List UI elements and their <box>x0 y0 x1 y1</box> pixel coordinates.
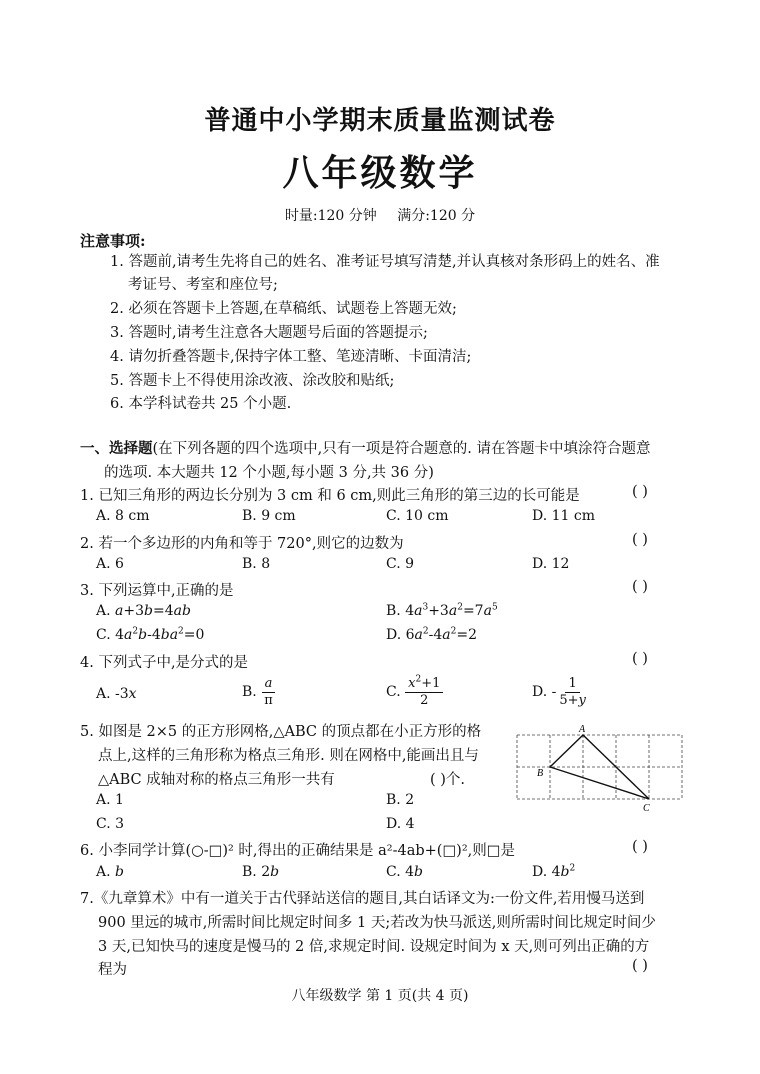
note-item: 5. 答题卡上不得使用涂改液、涂改胶和贴纸; <box>110 373 395 389</box>
q3-option-d: D. $6a^2-4a^2=2$ <box>386 626 478 643</box>
q6-option-c: C. 4b <box>386 864 423 880</box>
q1-option-a: A. 8 cm <box>96 508 150 524</box>
answer-blank: ( ) <box>632 484 648 500</box>
time-limit: 时量:120 分钟 <box>284 208 377 224</box>
q3-option-c: C. $4a^2b-4ba^2=0$ <box>96 626 205 643</box>
q2-option-c: C. 9 <box>386 556 415 572</box>
grid-lines <box>517 735 682 799</box>
answer-blank: ( ) <box>632 958 648 974</box>
note-item: 2. 必须在答题卡上答题,在草稿纸、试题卷上答题无效; <box>110 301 457 317</box>
exam-meta <box>0 205 760 225</box>
q5-option-a: A. 1 <box>96 792 124 808</box>
q2-option-b: B. 8 <box>242 556 271 572</box>
q3-option-b: B. $4a^3+3a^2=7a^5$ <box>386 602 498 619</box>
q4-option-d: D. - $\frac{1}{5+y}$ <box>532 676 586 708</box>
question-7-line: 程为 <box>98 962 127 978</box>
question-1-stem: 1. 已知三角形的两边长分别为 3 cm 和 6 cm,则此三角形的第三边的长可能是 <box>80 488 580 504</box>
section-instructions: (在下列各题的四个选项中,只有一项是符合题意的. 请在答题卡中填涂符合题意 <box>152 441 651 457</box>
answer-blank: ( ) <box>632 651 648 667</box>
q4-option-c: C. $\frac{x^2+1}{2}$ <box>386 676 443 708</box>
question-2-stem: 2. 若一个多边形的内角和等于 720°,则它的边数为 <box>80 536 404 552</box>
question-7-line: 7.《九章算术》中有一道关于古代驿站送信的题目,其白话译文为:一份文件,若用慢马送到 <box>80 891 645 907</box>
section-label: 一、选择题 <box>80 440 153 457</box>
q5-option-d: D. 4 <box>386 816 415 832</box>
section-heading <box>80 437 650 458</box>
grid-diagram <box>512 725 687 815</box>
question-3-stem: 3. 下列运算中,正确的是 <box>80 583 234 599</box>
q6-option-a: A. b <box>96 864 124 880</box>
exam-title: 普通中小学期末质量监测试卷 <box>204 106 556 136</box>
q1-option-d: D. 11 cm <box>532 508 596 524</box>
q2-option-a: A. 6 <box>96 556 124 572</box>
question-5-line: 点上,这样的三角形称为格点三角形. 则在网格中,能画出且与 <box>98 748 479 764</box>
q1-option-c: C. 10 cm <box>386 508 449 524</box>
answer-blank: ( ) <box>632 839 648 855</box>
note-item: 4. 请勿折叠答题卡,保持字体工整、笔迹清晰、卡面清洁; <box>110 349 472 365</box>
answer-blank: ( ) <box>632 579 648 595</box>
q6-option-b: B. 2b <box>242 864 280 880</box>
question-5-line: 5. 如图是 2×5 的正方形网格,△ABC 的顶点都在小正方形的格 <box>80 724 482 740</box>
question-4-stem: 4. 下列式子中,是分式的是 <box>80 655 249 671</box>
question-5-line: △ABC 成轴对称的格点三角形一共有 <box>98 772 335 788</box>
q4-option-b: B. $\frac{a}{\pi}$ <box>242 676 276 708</box>
exam-subject: 八年级数学 <box>282 152 478 194</box>
answer-blank: ( )个. <box>430 772 466 788</box>
question-7-line: 900 里远的城市,所需时间比规定时间多 1 天;若改为快马派送,则所需时间比规定时间少 <box>98 915 656 931</box>
note-item: 3. 答题时,请考生注意各大题题号后面的答题提示; <box>110 325 428 341</box>
q4-option-a: A. -3x <box>96 686 137 702</box>
vertex-a-label: A <box>579 725 586 735</box>
q3-option-a: A. a+3b=4ab <box>96 603 191 619</box>
section-instructions-cont: 的选项. 本大题共 12 个小题,每小题 3 分,共 36 分) <box>104 465 434 481</box>
answer-blank: ( ) <box>632 532 648 548</box>
question-7-line: 3 天,已知快马的速度是慢马的 2 倍,求规定时间. 设规定时间为 x 天,则可列出正确的方 <box>98 939 650 955</box>
q5-option-c: C. 3 <box>96 816 125 832</box>
full-score: 满分:120 分 <box>397 208 476 224</box>
q1-option-b: B. 9 cm <box>242 508 296 524</box>
note-item: 1. 答题前,请考生先将自己的姓名、准考证号填写清楚,并认真核对条形码上的姓名、准 <box>110 254 660 270</box>
note-item: 考证号、考室和座位号; <box>128 277 278 293</box>
note-item: 6. 本学科试卷共 25 个小题. <box>110 396 292 412</box>
vertex-c-label: C <box>643 803 650 814</box>
q5-option-b: B. 2 <box>386 792 415 808</box>
q6-option-d: D. $4b^2$ <box>532 863 576 880</box>
grid-figure <box>512 725 687 819</box>
q2-option-d: D. 12 <box>532 556 570 572</box>
question-6-stem: 6. 小李同学计算(○-□)² 时,得出的正确结果是 a²-4ab+(□)²,则□是 <box>80 843 515 859</box>
page-footer: 八年级数学 第 1 页(共 4 页) <box>291 988 469 1004</box>
vertex-b-label: B <box>537 768 544 779</box>
notes-heading: 注意事项: <box>80 232 146 250</box>
